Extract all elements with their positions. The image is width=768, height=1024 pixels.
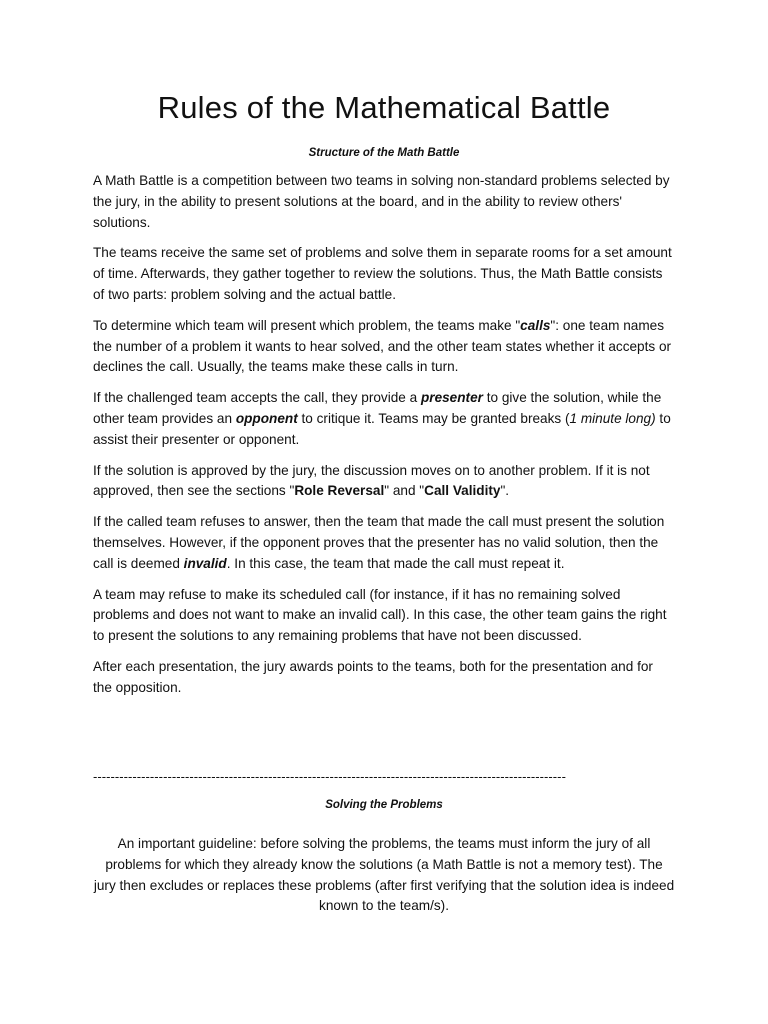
text-run: If the challenged team accepts the call, they provide a bbox=[93, 390, 421, 406]
section-heading-solving: Solving the Problems bbox=[325, 799, 443, 811]
term-calls: calls bbox=[520, 317, 551, 333]
paragraph-parts: The teams receive the same set of problems and solve them in separate rooms for a set amount of time. Afterwards, they gather together to review the solutions. Thus, the Math Battle consists of two parts: problem solving and the actual battle. bbox=[93, 245, 672, 302]
structure-section-body bbox=[93, 171, 675, 709]
document-title: Rules of the Mathematical Battle bbox=[157, 90, 611, 125]
text-run: to assist their presenter or opponent. bbox=[93, 410, 671, 447]
term-presenter: presenter bbox=[420, 390, 483, 406]
text-run: If the solution is approved by the jury, the discussion moves on to another problem. If it is not approved, then see the sections " bbox=[93, 462, 650, 499]
text-run: . In this case, the team that made the call must repeat it. bbox=[226, 555, 565, 571]
text-run: To determine which team will present which problem, the teams make " bbox=[93, 317, 521, 333]
text-run: If the called team refuses to answer, then the team that made the call must present the solution themselves. However, if the opponent proves that the presenter has no valid solution, then the call is deemed bbox=[93, 514, 665, 571]
paragraph-presenter-opponent bbox=[93, 388, 675, 450]
paragraph-refusal bbox=[93, 512, 675, 574]
section-divider: ------------------------------------------------------------------------------------------------------------ bbox=[93, 769, 566, 784]
paragraph-scheduled-call: A team may refuse to make its scheduled call (for instance, if it has no remaining solved problems and does not want to make an invalid call). In this case, the other team gains the right to present the solutions to any remaining problems that have not been discussed. bbox=[93, 586, 667, 644]
term-opponent: opponent bbox=[235, 410, 298, 426]
text-run: ": one team names the number of a problem it wants to hear solved, and the other team states whether it accepts or declines the call. Usually, the teams make these calls in turn. bbox=[93, 317, 672, 375]
paragraph-definition: A Math Battle is a competition between two teams in solving non-standard problems selected by the jury, in the ability to present solutions at the board, and in the ability to review others' solutions. bbox=[93, 173, 670, 230]
paragraph-guideline: An important guideline: before solving the problems, the teams must inform the jury of all problems for which they already know the solutions (a Math Battle is not a memory test). The jury then excludes or replaces these problems (after first verifying that the solution idea is indeed known to the team/s). bbox=[93, 836, 675, 914]
term-invalid: invalid bbox=[183, 555, 227, 571]
section-heading-structure: Structure of the Math Battle bbox=[308, 147, 460, 159]
text-run: " and " bbox=[384, 483, 425, 499]
paragraph-approval bbox=[93, 461, 675, 503]
paragraph-calls bbox=[93, 316, 675, 378]
text-run: to give the solution, while the other team provides an bbox=[93, 390, 662, 426]
term-break-length: 1 minute long) bbox=[569, 410, 656, 426]
term-call-validity: Call Validity bbox=[424, 483, 501, 499]
paragraph-points: After each presentation, the jury awards points to the teams, both for the presentation and for the opposition. bbox=[93, 658, 653, 695]
term-role-reversal: Role Reversal bbox=[294, 483, 385, 499]
text-run: to critique it. Teams may be granted breaks ( bbox=[297, 410, 570, 426]
text-run: ". bbox=[500, 483, 510, 499]
